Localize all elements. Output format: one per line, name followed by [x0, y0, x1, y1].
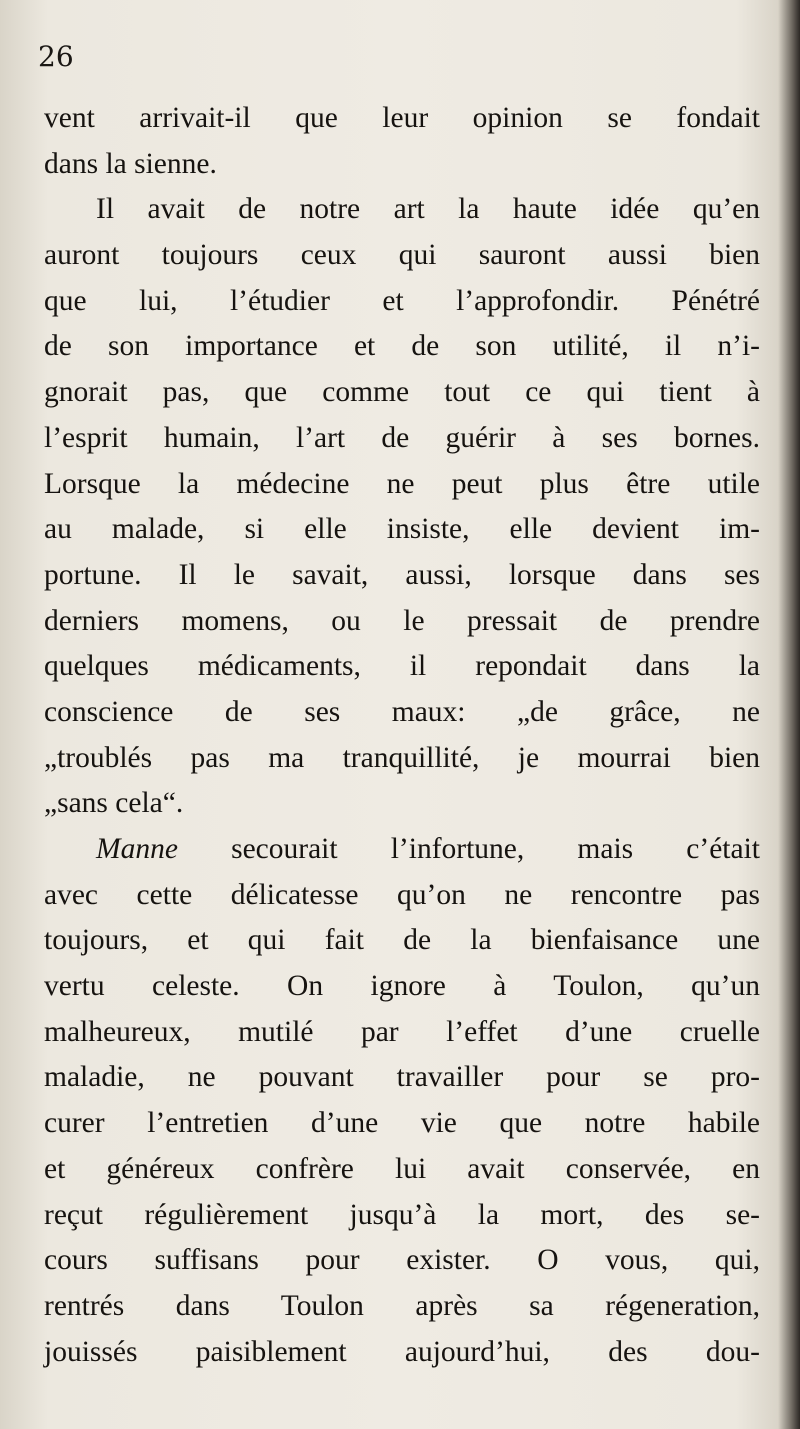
- line-text: gnorait pas, que comme tout ce qui tient à: [44, 376, 760, 409]
- text-line: [44, 1101, 760, 1147]
- text-line: [44, 1010, 760, 1056]
- text-line: [44, 553, 760, 599]
- line-text: et généreux confrère lui avait conservée, en: [44, 1152, 760, 1185]
- text-line: [44, 416, 760, 462]
- text-line: [44, 462, 760, 508]
- text-line: [44, 964, 760, 1010]
- line-text: portune. Il le savait, aussi, lorsque dans ses: [44, 558, 760, 591]
- person-name: Manne: [96, 833, 178, 865]
- text-line: [44, 1238, 760, 1284]
- text-line: [44, 873, 760, 919]
- text-line: [44, 1147, 760, 1193]
- text-line: [44, 781, 760, 827]
- body-text: [44, 96, 760, 1375]
- line-text: auront toujours ceux qui sauront aussi bien: [44, 239, 760, 272]
- text-line: [44, 279, 760, 325]
- text-line: [44, 96, 760, 142]
- line-text: malheureux, mutilé par l’effet d’une cruelle: [44, 1015, 760, 1048]
- page-number: 26: [38, 40, 74, 73]
- text-line: [44, 1055, 760, 1101]
- line-text: cours suffisans pour exister. O vous, qui,: [44, 1244, 760, 1277]
- text-line: [44, 690, 760, 736]
- text-line: [44, 142, 760, 188]
- line-text: vent arrivait-il que leur opinion se fondait: [44, 102, 760, 134]
- text-line: [44, 599, 760, 645]
- text-line: [44, 507, 760, 553]
- line-text: rentrés dans Toulon après sa régeneration,: [44, 1289, 760, 1322]
- line-text: dans la sienne.: [44, 147, 217, 180]
- text-line: [44, 1330, 760, 1376]
- line-text: curer l’entretien d’une vie que notre habile: [44, 1107, 760, 1140]
- text-line: [44, 370, 760, 416]
- line-text: derniers momens, ou le pressait de prendre: [44, 604, 760, 637]
- text-line: [44, 918, 760, 964]
- text-line: [44, 827, 760, 873]
- line-text: jouissés paisiblement aujourd’hui, des dou-: [44, 1335, 760, 1368]
- line-text: toujours, et qui fait de la bienfaisance une: [44, 924, 760, 957]
- line-text: que lui, l’étudier et l’approfondir. Pénétré: [44, 284, 760, 317]
- line-text: quelques médicaments, il repondait dans la: [44, 650, 760, 683]
- page-gutter-shadow: [778, 0, 800, 1429]
- text-line: [44, 324, 760, 370]
- text-line: [44, 644, 760, 690]
- line-text: maladie, ne pouvant travailler pour se pro-: [44, 1061, 760, 1094]
- line-text: secourait l’infortune, mais c’était: [177, 833, 760, 865]
- text-line: [44, 1284, 760, 1330]
- line-text: Il avait de notre art la haute idée qu’en: [96, 193, 760, 226]
- line-text: reçut régulièrement jusqu’à la mort, des se-: [44, 1198, 760, 1231]
- line-text: vertu celeste. On ignore à Toulon, qu’un: [44, 970, 760, 1003]
- line-text: Lorsque la médecine ne peut plus être utile: [44, 467, 760, 500]
- line-text: „sans cela“.: [44, 787, 184, 820]
- text-line: [44, 187, 760, 233]
- line-text: l’esprit humain, l’art de guérir à ses bornes.: [44, 421, 760, 454]
- line-text: avec cette délicatesse qu’on ne rencontre pas: [44, 878, 760, 911]
- text-line: [44, 233, 760, 279]
- line-text: „troublés pas ma tranquillité, je mourrai bien: [44, 741, 760, 774]
- line-text: de son importance et de son utilité, il n’i-: [44, 330, 760, 363]
- line-text: conscience de ses maux: „de grâce, ne: [44, 695, 760, 728]
- text-line: [44, 1193, 760, 1239]
- text-line: [44, 736, 760, 782]
- line-text: au malade, si elle insiste, elle devient im-: [44, 513, 760, 546]
